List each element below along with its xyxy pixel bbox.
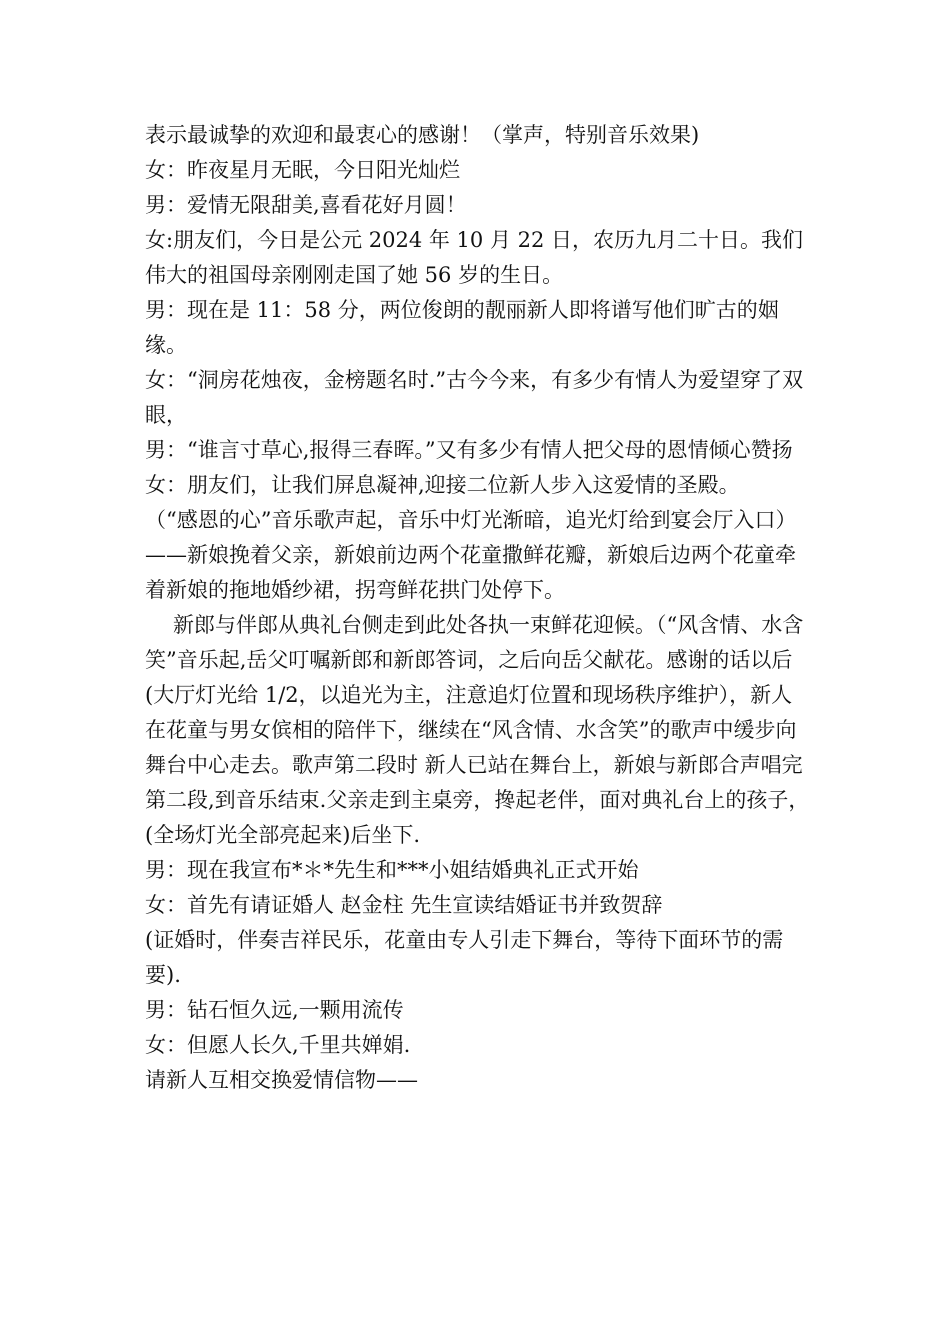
paragraph: 新郎与伴郎从典礼台侧走到此处各执一束鲜花迎候。（“风含情、水含笑”音乐起,岳父叮嘱新郎和新郎答词，之后向岳父献花。感谢的话以后(大厅灯光给 1/2，以追光为主，注意追灯位置和现场秩序维护），新人在花童与男女傧相的陪伴下，继续在“风含情、水含笑”的歌声中缓步向舞台中心走去。歌声第二段时 新人已站在舞台上，新娘与新郎合声唱完第二段,到音乐结束.父亲走到主桌旁，搀起老伴，面对典礼台上的孩子，(全场灯光全部亮起来)后坐下. [145, 613, 810, 847]
paragraph: 女:朋友们，今日是公元 2024 年 10 月 22 日，农历九月二十日。我们伟大的祖国母亲刚刚走国了她 56 岁的生日。 [145, 228, 804, 287]
paragraph: 男：爱情无限甜美,喜看花好月圆！ [145, 193, 467, 217]
paragraph: ——新娘挽着父亲，新娘前边两个花童撒鲜花瓣，新娘后边两个花童牵着新娘的拖地婚纱裙，拐弯鲜花拱门处停下。 [145, 543, 796, 602]
paragraph: 男：钻石恒久远,一颗用流传 [145, 998, 404, 1022]
paragraph: 表示最诚挚的欢迎和最衷心的感谢！（掌声，特别音乐效果) [145, 123, 700, 147]
paragraph: 女：昨夜星月无眠，今日阳光灿烂 [145, 158, 460, 182]
paragraph: 男：现在是 11：58 分，两位俊朗的靓丽新人即将谱写他们旷古的姻缘。 [145, 298, 779, 357]
document-body [145, 118, 813, 1098]
paragraph: 女：首先有请证婚人 赵金柱 先生宣读结婚证书并致贺辞 [145, 893, 663, 917]
paragraph: 男：“谁言寸草心,报得三春晖。”又有多少有情人把父母的恩情倾心赞扬 [145, 438, 793, 462]
paragraph: 女：朋友们，让我们屏息凝神,迎接二位新人步入这爱情的圣殿。 [145, 473, 740, 497]
paragraph: 女：但愿人长久,千里共婵娟. [145, 1033, 411, 1057]
paragraph: (证婚时，伴奏吉祥民乐，花童由专人引走下舞台，等待下面环节的需要). [145, 928, 784, 987]
paragraph: 女：“洞房花烛夜，金榜题名时.”古今今来，有多少有情人为爱望穿了双眼， [145, 368, 804, 427]
paragraph: 请新人互相交换爱情信物—— [145, 1068, 418, 1092]
paragraph: 男：现在我宣布*＊*先生和***小姐结婚典礼正式开始 [145, 858, 639, 882]
paragraph: （“感恩的心”音乐歌声起，音乐中灯光渐暗，追光灯给到宴会厅入口） [145, 508, 797, 532]
